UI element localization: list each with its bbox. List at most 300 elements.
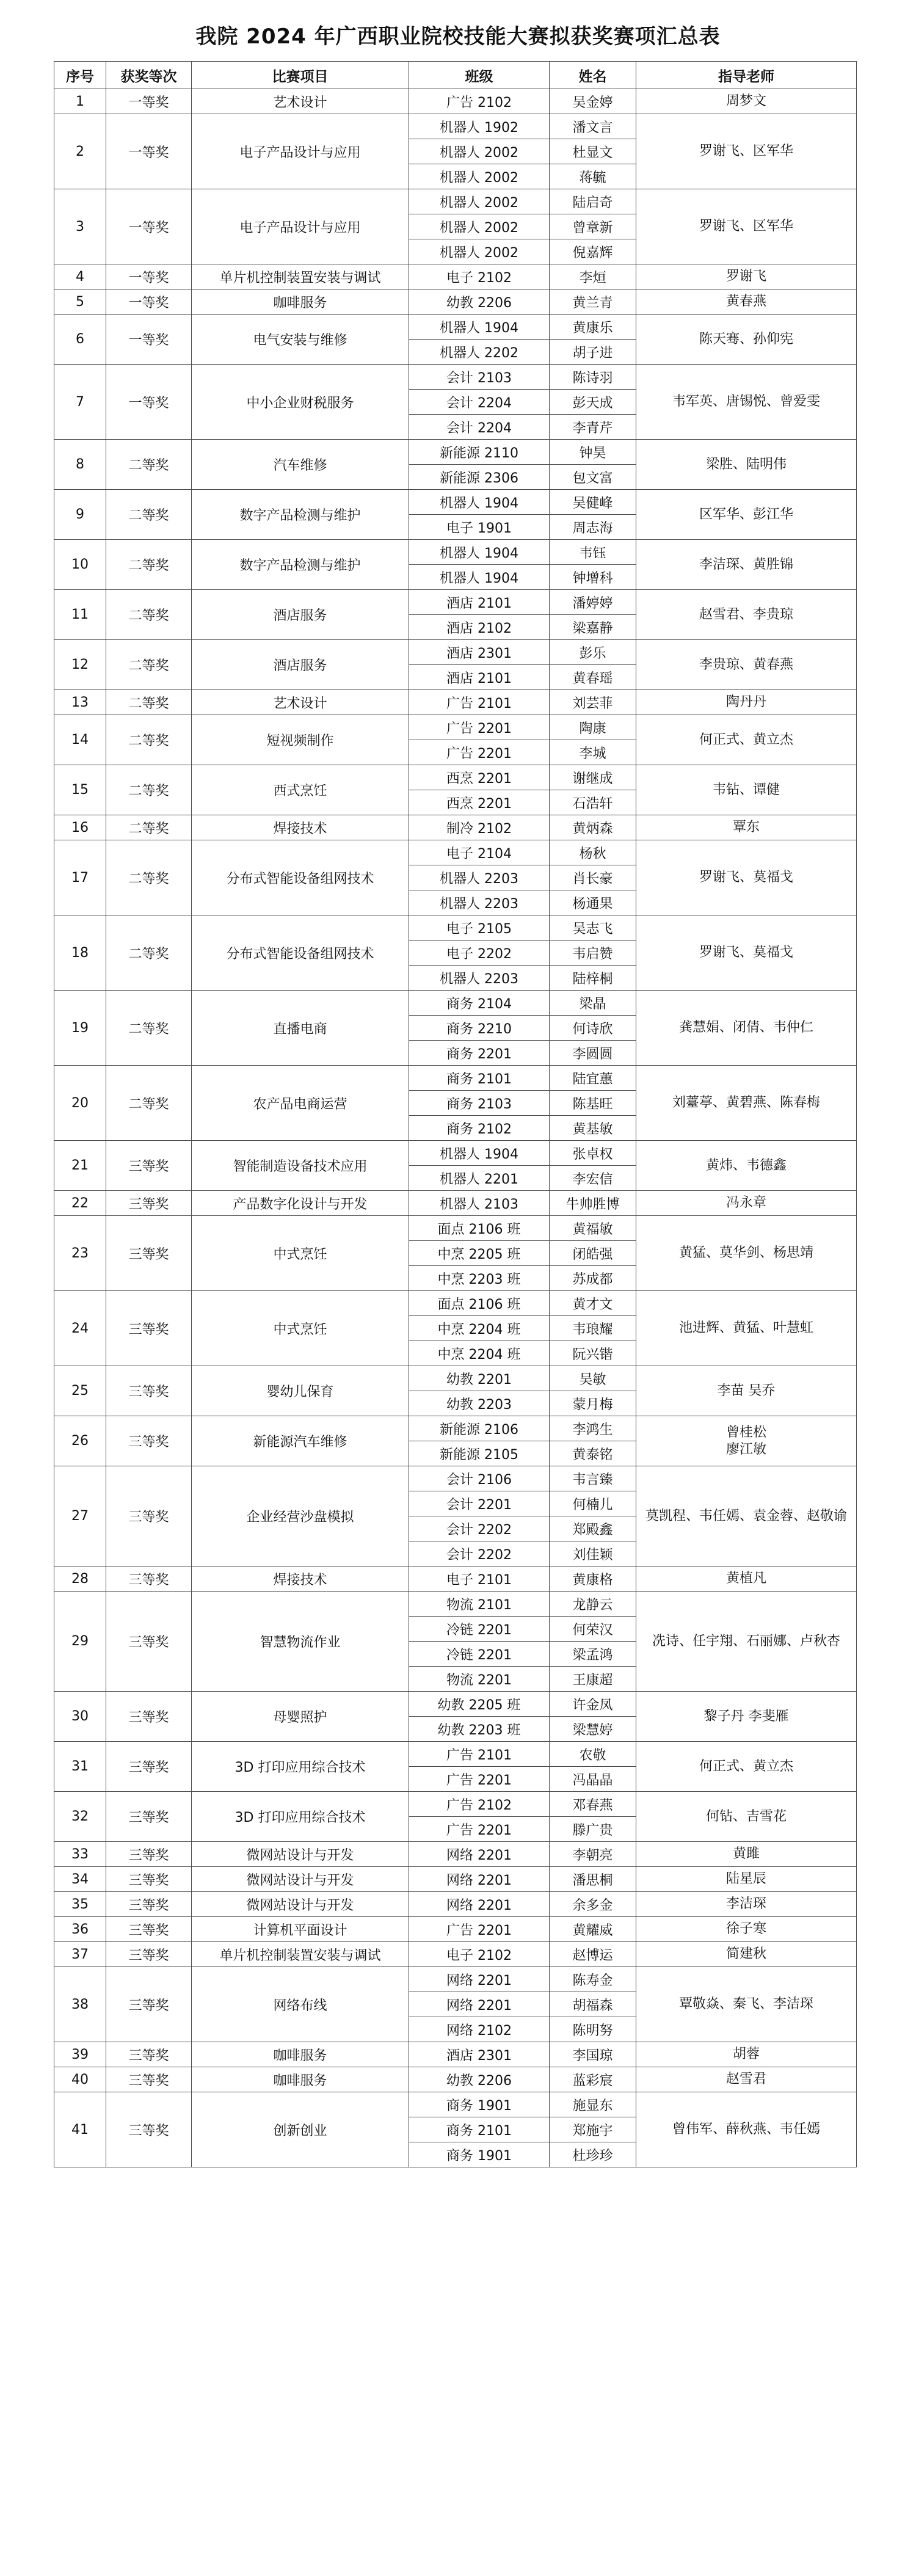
table-row [54,1742,857,1767]
student-name: 余多金 [550,1892,636,1917]
class-name: 幼教 2205 班 [409,1692,550,1717]
row-number: 23 [54,1216,106,1291]
student-name: 施显东 [550,2092,636,2117]
row-number: 17 [54,840,106,915]
student-name: 杨通果 [550,890,636,915]
class-name: 广告 2102 [409,89,550,114]
award-level: 三等奖 [106,1742,192,1792]
class-name: 物流 2201 [409,1667,550,1692]
student-name: 彭乐 [550,640,636,665]
row-number: 3 [54,189,106,264]
row-number: 40 [54,2067,106,2092]
class-name: 机器人 2203 [409,966,550,991]
class-name: 商务 2104 [409,991,550,1016]
student-name: 陆启奇 [550,189,636,214]
header-event: 比赛项目 [192,62,409,89]
table-row [54,690,857,715]
student-name: 胡子进 [550,340,636,365]
award-level: 二等奖 [106,991,192,1066]
teacher-names: 黄猛、莫华剑、杨思靖 [636,1216,857,1291]
row-number: 30 [54,1692,106,1742]
event-name: 单片机控制装置安装与调试 [192,264,409,289]
class-name: 机器人 2002 [409,189,550,214]
table-row [54,1366,857,1391]
student-name: 郑殿鑫 [550,1516,636,1541]
table-row [54,289,857,315]
student-name: 黄兰青 [550,289,636,315]
award-level: 三等奖 [106,1566,192,1592]
teacher-names: 黄雎 [636,1842,857,1867]
table-row [54,590,857,615]
student-name: 韦钰 [550,540,636,565]
table-row [54,1141,857,1166]
table-row [54,1867,857,1892]
student-name: 龙静云 [550,1592,636,1617]
event-name: 电子产品设计与应用 [192,114,409,189]
header-teacher: 指导老师 [636,62,857,89]
student-name: 刘佳颖 [550,1541,636,1566]
class-name: 酒店 2101 [409,590,550,615]
event-name: 计算机平面设计 [192,1917,409,1942]
teacher-names: 区军华、彭江华 [636,490,857,540]
teacher-names: 韦钻、谭健 [636,765,857,815]
student-name: 阮兴锴 [550,1341,636,1366]
award-level: 一等奖 [106,189,192,264]
event-name: 新能源汽车维修 [192,1416,409,1466]
student-name: 黄春瑶 [550,665,636,690]
student-name: 陈明努 [550,2017,636,2042]
event-name: 母婴照护 [192,1692,409,1742]
award-level: 三等奖 [106,1191,192,1216]
class-name: 电子 2102 [409,1942,550,1967]
row-number: 10 [54,540,106,590]
class-name: 电子 2105 [409,915,550,941]
teacher-names: 黄炜、韦德鑫 [636,1141,857,1191]
teacher-names: 赵雪君、李贵琼 [636,590,857,640]
row-number: 36 [54,1917,106,1942]
teacher-names: 胡蓉 [636,2042,857,2067]
teacher-names: 黄植凡 [636,1566,857,1592]
table-row [54,315,857,340]
award-level: 二等奖 [106,540,192,590]
class-name: 幼教 2203 [409,1391,550,1416]
event-name: 短视频制作 [192,715,409,765]
header-no: 序号 [54,62,106,89]
student-name: 李烜 [550,264,636,289]
student-name: 韦言臻 [550,1466,636,1491]
class-name: 网络 2201 [409,1842,550,1867]
table-row [54,2092,857,2117]
table-row [54,1967,857,1992]
student-name: 冯晶晶 [550,1767,636,1792]
student-name: 曾章新 [550,214,636,239]
row-number: 24 [54,1291,106,1366]
class-name: 网络 2102 [409,2017,550,2042]
class-name: 广告 2201 [409,715,550,740]
award-summary-table [54,61,857,2167]
student-name: 黄耀威 [550,1917,636,1942]
student-name: 倪嘉辉 [550,239,636,264]
student-name: 吴健峰 [550,490,636,515]
student-name: 潘思桐 [550,1867,636,1892]
row-number: 22 [54,1191,106,1216]
student-name: 包文富 [550,465,636,490]
teacher-names: 冼诗、任宇翔、石丽娜、卢秋杏 [636,1592,857,1692]
student-name: 吴敏 [550,1366,636,1391]
table-row [54,991,857,1016]
award-level: 三等奖 [106,1917,192,1942]
award-level: 二等奖 [106,690,192,715]
row-number: 8 [54,440,106,490]
student-name: 黄康乐 [550,315,636,340]
student-name: 何荣汉 [550,1617,636,1642]
teacher-names: 曾伟军、薛秋燕、韦任嫣 [636,2092,857,2167]
class-name: 网络 2201 [409,1967,550,1992]
class-name: 酒店 2301 [409,2042,550,2067]
award-level: 二等奖 [106,490,192,540]
student-name: 彭天成 [550,390,636,415]
award-level: 二等奖 [106,915,192,991]
table-row [54,2067,857,2092]
student-name: 何诗欣 [550,1016,636,1041]
class-name: 中烹 2205 班 [409,1241,550,1266]
row-number: 33 [54,1842,106,1867]
header-name: 姓名 [550,62,636,89]
award-level: 三等奖 [106,1291,192,1366]
teacher-names: 陆星辰 [636,1867,857,1892]
event-name: 3D 打印应用综合技术 [192,1792,409,1842]
student-name: 黄才文 [550,1291,636,1316]
student-name: 陈诗羽 [550,365,636,390]
award-level: 三等奖 [106,1842,192,1867]
table-row [54,365,857,390]
student-name: 黄康格 [550,1566,636,1592]
table-row [54,915,857,941]
event-name: 咖啡服务 [192,2067,409,2092]
class-name: 机器人 2002 [409,239,550,264]
teacher-names: 陶丹丹 [636,690,857,715]
award-level: 一等奖 [106,289,192,315]
student-name: 潘文言 [550,114,636,139]
table-row [54,1066,857,1091]
student-name: 陈寿金 [550,1967,636,1992]
class-name: 电子 2102 [409,264,550,289]
event-name: 酒店服务 [192,640,409,690]
row-number: 35 [54,1892,106,1917]
event-name: 微网站设计与开发 [192,1842,409,1867]
award-level: 一等奖 [106,89,192,114]
class-name: 西烹 2201 [409,790,550,815]
class-name: 商务 2210 [409,1016,550,1041]
teacher-names: 罗谢飞 [636,264,857,289]
teacher-names: 覃东 [636,815,857,840]
student-name: 闭皓强 [550,1241,636,1266]
award-level: 二等奖 [106,815,192,840]
class-name: 广告 2201 [409,740,550,765]
table-row [54,1191,857,1216]
student-name: 蓝彩宸 [550,2067,636,2092]
header-award: 获奖等次 [106,62,192,89]
event-name: 焊接技术 [192,1566,409,1592]
class-name: 广告 2201 [409,1767,550,1792]
teacher-names: 李洁琛 [636,1892,857,1917]
class-name: 机器人 1904 [409,490,550,515]
event-name: 中式烹饪 [192,1216,409,1291]
class-name: 电子 1901 [409,515,550,540]
event-name: 微网站设计与开发 [192,1892,409,1917]
table-body [54,89,857,2167]
table-row [54,1466,857,1491]
row-number: 1 [54,89,106,114]
event-name: 咖啡服务 [192,289,409,315]
award-level: 一等奖 [106,365,192,440]
event-name: 艺术设计 [192,89,409,114]
teacher-names: 罗谢飞、莫福戈 [636,915,857,991]
teacher-names: 罗谢飞、区军华 [636,114,857,189]
event-name: 酒店服务 [192,590,409,640]
class-name: 网络 2201 [409,1867,550,1892]
table-row [54,1416,857,1441]
row-number: 29 [54,1592,106,1692]
teacher-names: 罗谢飞、区军华 [636,189,857,264]
teacher-names: 莫凯程、韦任嫣、袁金蓉、赵敬谕 [636,1466,857,1566]
student-name: 陆宜蕙 [550,1066,636,1091]
event-name: 智慧物流作业 [192,1592,409,1692]
event-name: 微网站设计与开发 [192,1867,409,1892]
class-name: 幼教 2201 [409,1366,550,1391]
teacher-names: 刘薹葶、黄碧燕、陈春梅 [636,1066,857,1141]
award-level: 三等奖 [106,1592,192,1692]
class-name: 机器人 1902 [409,114,550,139]
event-name: 西式烹饪 [192,765,409,815]
class-name: 新能源 2306 [409,465,550,490]
row-number: 18 [54,915,106,991]
student-name: 胡福森 [550,1992,636,2017]
teacher-names: 何正式、黄立杰 [636,1742,857,1792]
award-level: 二等奖 [106,765,192,815]
class-name: 机器人 2203 [409,890,550,915]
table-row [54,1566,857,1592]
teacher-names: 何正式、黄立杰 [636,715,857,765]
class-name: 机器人 1904 [409,315,550,340]
award-level: 三等奖 [106,1466,192,1566]
student-name: 吴金婷 [550,89,636,114]
class-name: 广告 2201 [409,1817,550,1842]
table-row [54,1692,857,1717]
event-name: 网络布线 [192,1967,409,2042]
row-number: 12 [54,640,106,690]
student-name: 梁孟鸿 [550,1642,636,1667]
row-number: 38 [54,1967,106,2042]
class-name: 幼教 2203 班 [409,1717,550,1742]
event-name: 汽车维修 [192,440,409,490]
award-level: 三等奖 [106,1141,192,1191]
event-name: 数字产品检测与维护 [192,540,409,590]
student-name: 牛帅胜博 [550,1191,636,1216]
row-number: 26 [54,1416,106,1466]
event-name: 中式烹饪 [192,1291,409,1366]
award-level: 三等奖 [106,2067,192,2092]
student-name: 周志海 [550,515,636,540]
table-row [54,1942,857,1967]
student-name: 黄基敏 [550,1116,636,1141]
student-name: 杜珍珍 [550,2142,636,2167]
teacher-names: 周梦文 [636,89,857,114]
class-name: 中烹 2204 班 [409,1316,550,1341]
class-name: 机器人 1904 [409,1141,550,1166]
teacher-names: 冯永章 [636,1191,857,1216]
row-number: 14 [54,715,106,765]
teacher-names: 梁胜、陆明伟 [636,440,857,490]
teacher-names: 徐子寒 [636,1917,857,1942]
student-name: 李国琼 [550,2042,636,2067]
teacher-names: 池进辉、黄猛、叶慧虹 [636,1291,857,1366]
teacher-names: 曾桂松 廖江敏 [636,1416,857,1466]
table-row [54,1917,857,1942]
student-name: 李青芹 [550,415,636,440]
student-name: 韦启赞 [550,941,636,966]
student-name: 钟昊 [550,440,636,465]
award-level: 三等奖 [106,2092,192,2167]
student-name: 吴志飞 [550,915,636,941]
student-name: 陶康 [550,715,636,740]
teacher-names: 罗谢飞、莫福戈 [636,840,857,915]
teacher-names: 赵雪君 [636,2067,857,2092]
award-level: 三等奖 [106,1942,192,1967]
table-row [54,89,857,114]
row-number: 34 [54,1867,106,1892]
class-name: 中烹 2204 班 [409,1341,550,1366]
teacher-names: 黎子丹 李斐雁 [636,1692,857,1742]
student-name: 梁嘉静 [550,615,636,640]
student-name: 杨秋 [550,840,636,865]
class-name: 商务 2103 [409,1091,550,1116]
row-number: 19 [54,991,106,1066]
teacher-names: 李苗 吴乔 [636,1366,857,1416]
class-name: 会计 2202 [409,1541,550,1566]
class-name: 商务 2101 [409,2117,550,2142]
student-name: 王康超 [550,1667,636,1692]
award-level: 二等奖 [106,440,192,490]
student-name: 黄泰铭 [550,1441,636,1466]
class-name: 面点 2106 班 [409,1216,550,1241]
row-number: 15 [54,765,106,815]
teacher-names: 覃敬焱、秦飞、李洁琛 [636,1967,857,2042]
class-name: 冷链 2201 [409,1642,550,1667]
award-level: 二等奖 [106,840,192,915]
class-name: 新能源 2110 [409,440,550,465]
student-name: 李宏信 [550,1166,636,1191]
student-name: 陆梓桐 [550,966,636,991]
class-name: 商务 2102 [409,1116,550,1141]
class-name: 机器人 1904 [409,565,550,590]
header-class: 班级 [409,62,550,89]
table-row [54,114,857,139]
class-name: 制冷 2102 [409,815,550,840]
class-name: 广告 2201 [409,1917,550,1942]
student-name: 钟增科 [550,565,636,590]
row-number: 16 [54,815,106,840]
row-number: 25 [54,1366,106,1416]
table-row [54,1291,857,1316]
row-number: 11 [54,590,106,640]
award-level: 三等奖 [106,1892,192,1917]
class-name: 机器人 2203 [409,865,550,890]
teacher-names: 陈天骞、孙仰宪 [636,315,857,365]
class-name: 幼教 2206 [409,289,550,315]
award-level: 三等奖 [106,1416,192,1466]
row-number: 13 [54,690,106,715]
student-name: 农敬 [550,1742,636,1767]
class-name: 会计 2204 [409,390,550,415]
row-number: 21 [54,1141,106,1191]
page-title: 我院 2024 年广西职业院校技能大赛拟获奖赛项汇总表 [195,24,721,49]
row-number: 9 [54,490,106,540]
event-name: 咖啡服务 [192,2042,409,2067]
class-name: 商务 1901 [409,2142,550,2167]
award-level: 二等奖 [106,715,192,765]
award-level: 三等奖 [106,1967,192,2042]
student-name: 杜显文 [550,139,636,164]
class-name: 新能源 2106 [409,1416,550,1441]
student-name: 张卓权 [550,1141,636,1166]
row-number: 4 [54,264,106,289]
award-level: 一等奖 [106,114,192,189]
event-name: 企业经营沙盘模拟 [192,1466,409,1566]
student-name: 潘婷婷 [550,590,636,615]
award-level: 三等奖 [106,1216,192,1291]
class-name: 机器人 2202 [409,340,550,365]
event-name: 电子产品设计与应用 [192,189,409,264]
event-name: 产品数字化设计与开发 [192,1191,409,1216]
table-row [54,440,857,465]
row-number: 2 [54,114,106,189]
student-name: 邓春燕 [550,1792,636,1817]
class-name: 酒店 2101 [409,665,550,690]
award-level: 二等奖 [106,590,192,640]
class-name: 酒店 2301 [409,640,550,665]
award-level: 三等奖 [106,2042,192,2067]
row-number: 5 [54,289,106,315]
table-row [54,640,857,665]
row-number: 6 [54,315,106,365]
event-name: 中小企业财税服务 [192,365,409,440]
teacher-names: 简建秋 [636,1942,857,1967]
table-header-row [54,62,857,89]
teacher-names: 李洁琛、黄胜锦 [636,540,857,590]
class-name: 面点 2106 班 [409,1291,550,1316]
teacher-names: 韦军英、唐锡悦、曾爱雯 [636,365,857,440]
class-name: 会计 2103 [409,365,550,390]
class-name: 西烹 2201 [409,765,550,790]
student-name: 梁晶 [550,991,636,1016]
award-level: 三等奖 [106,1792,192,1842]
table-row [54,1216,857,1241]
class-name: 网络 2201 [409,1992,550,2017]
class-name: 机器人 2201 [409,1166,550,1191]
student-name: 滕广贵 [550,1817,636,1842]
row-number: 39 [54,2042,106,2067]
event-name: 创新创业 [192,2092,409,2167]
class-name: 广告 2101 [409,690,550,715]
student-name: 许金凤 [550,1692,636,1717]
student-name: 石浩轩 [550,790,636,815]
table-row [54,490,857,515]
student-name: 苏成都 [550,1266,636,1291]
event-name: 数字产品检测与维护 [192,490,409,540]
event-name: 直播电商 [192,991,409,1066]
table-row [54,715,857,740]
